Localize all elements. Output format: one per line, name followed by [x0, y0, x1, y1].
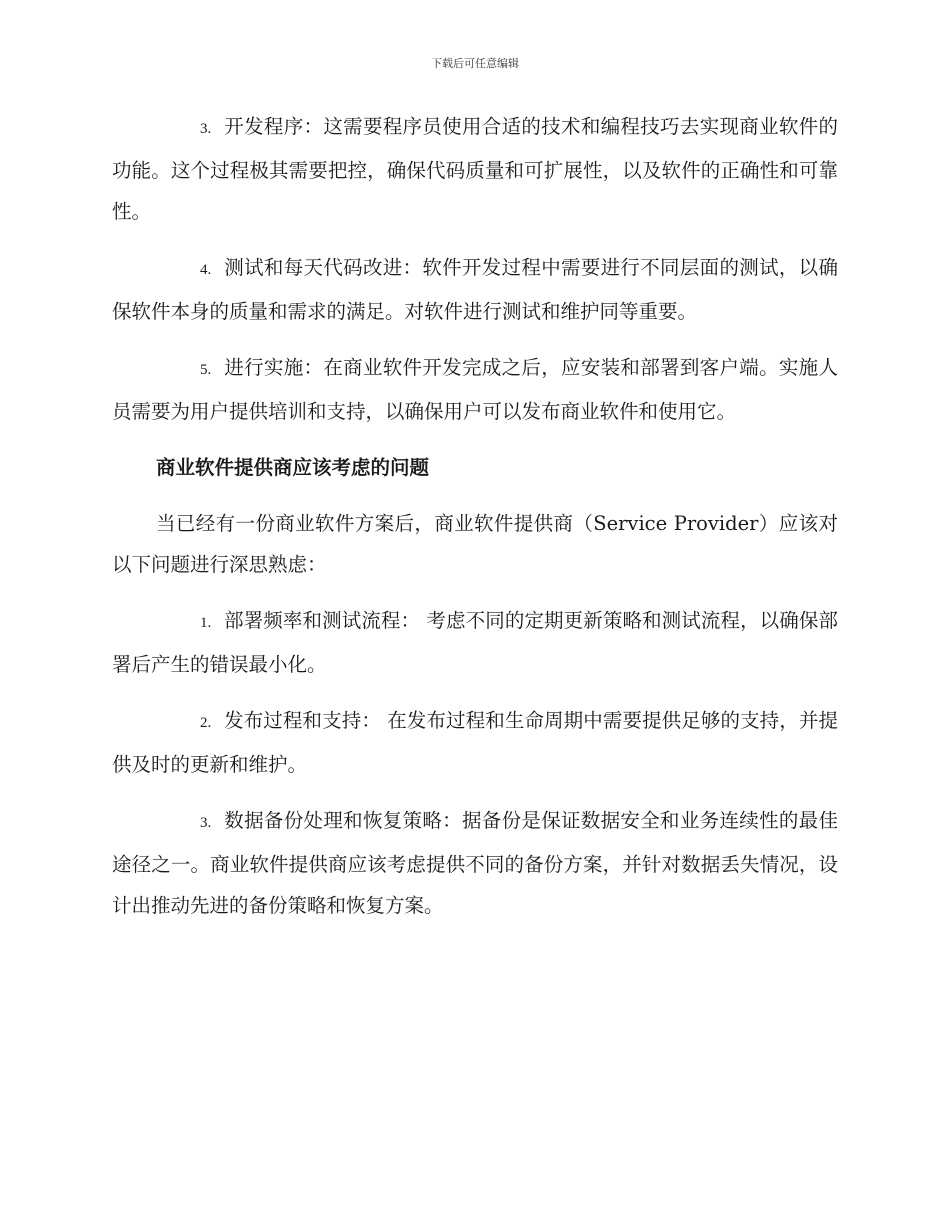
section-intro: 当已经有一份商业软件方案后，商业软件提供商（Service Provider）应该对以下问题进行深思熟虑：: [112, 512, 838, 576]
list-item-text: 开发程序：这需要程序员使用合适的技术和编程技巧去实现商业软件的功能。这个过程极其需要把控，确保代码质量和可扩展性，以及软件的正确性和可靠性。: [112, 115, 838, 223]
list-number: 3.: [200, 121, 212, 137]
document-body: [112, 106, 838, 941]
list-item: [112, 700, 838, 785]
section-heading: 商业软件提供商应该考虑的问题: [156, 456, 430, 479]
page-header: 下载后可任意编辑: [431, 57, 519, 70]
list-item-text: 发布过程和支持： 在发布过程和生命周期中需要提供足够的支持，并提供及时的更新和维护。: [112, 709, 838, 776]
list-number: 2.: [200, 715, 212, 731]
list-item: [112, 247, 838, 332]
list-number: 1.: [200, 615, 212, 631]
list-item: [112, 347, 838, 432]
list-number: 3.: [200, 815, 212, 831]
list-item-text: 进行实施：在商业软件开发完成之后，应安装和部署到客户端。实施人员需要为用户提供培训和支持，以确保用户可以发布商业软件和使用它。: [112, 356, 838, 423]
list-item-text: 测试和每天代码改进：软件开发过程中需要进行不同层面的测试，以确保软件本身的质量和需求的满足。对软件进行测试和维护同等重要。: [112, 256, 838, 323]
list-number: 4.: [200, 262, 212, 278]
list-number: 5.: [200, 362, 212, 378]
list-item-text: 数据备份处理和恢复策略：据备份是保证数据安全和业务连续性的最佳途径之一。商业软件提供商应该考虑提供不同的备份方案，并针对数据丢失情况，设计出推动先进的备份策略和恢复方案。: [112, 809, 838, 917]
list-item: [112, 600, 838, 685]
list-item: [112, 800, 838, 926]
list-item: [112, 106, 838, 232]
list-item-text: 部署频率和测试流程： 考虑不同的定期更新策略和测试流程，以确保部署后产生的错误最小化。: [112, 609, 838, 676]
